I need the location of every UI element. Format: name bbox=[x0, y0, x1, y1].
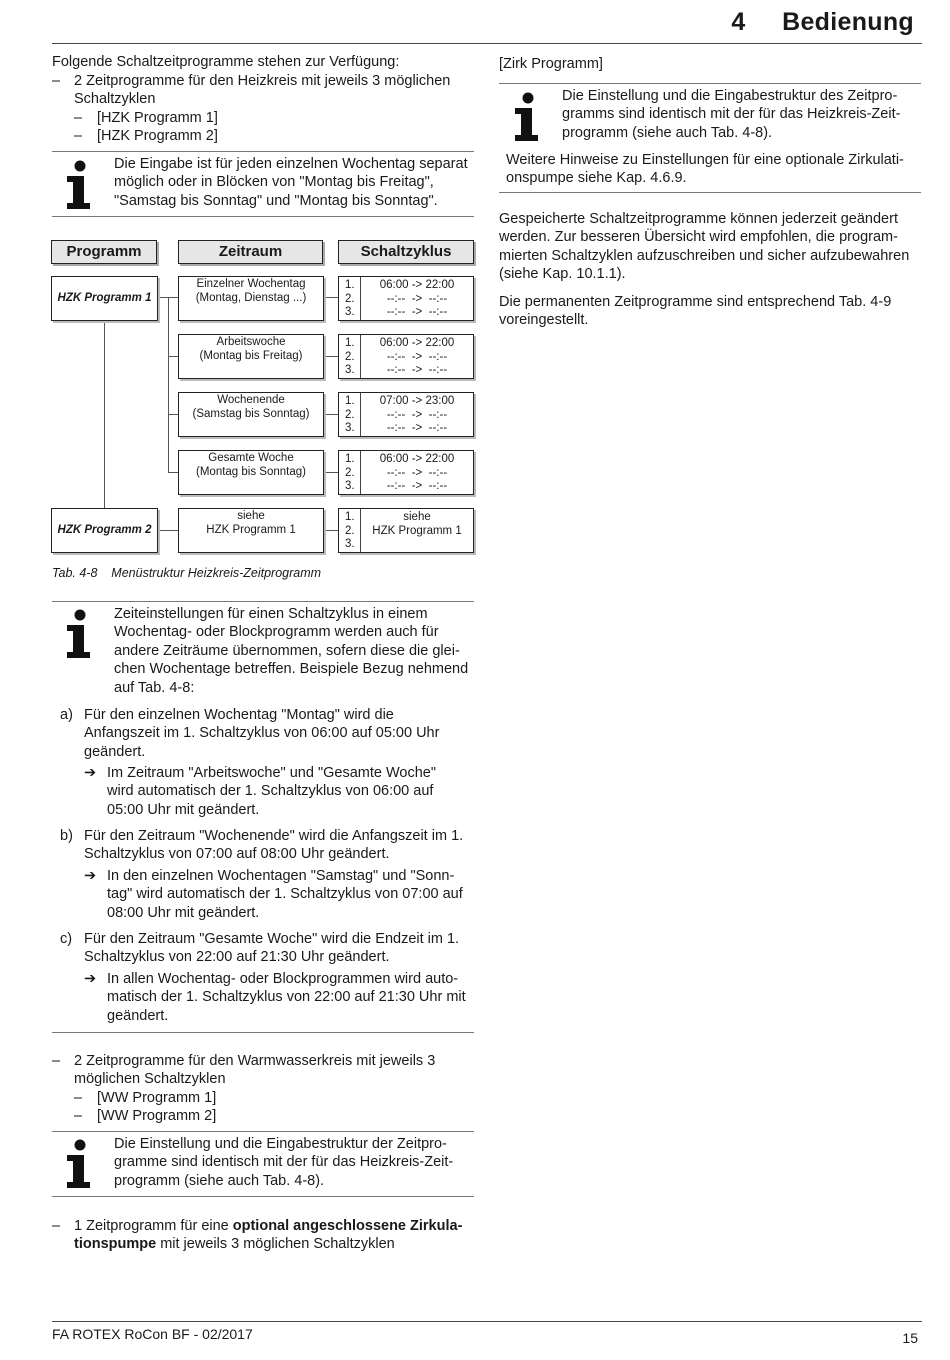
sub-item-hzk2: [HZK Programm 2] bbox=[97, 128, 218, 144]
note-line: Die Eingabe ist für jeden einzelnen Wochentag separat bbox=[114, 156, 468, 172]
example-label: a) bbox=[60, 707, 73, 723]
info-icon bbox=[64, 1139, 94, 1189]
sub-dash: – bbox=[74, 128, 83, 144]
cycle-numbers: 1. 2. 3. bbox=[339, 335, 361, 378]
footer-doc-id: FA ROTEX RoCon BF - 02/2017 bbox=[52, 1326, 253, 1342]
list-dash: – bbox=[52, 73, 61, 89]
cycle-box bbox=[338, 276, 474, 321]
cycle-box bbox=[338, 392, 474, 437]
example-label: c) bbox=[60, 931, 73, 947]
note-line: Zeiteinstellungen für einen Schaltzyklus in einem bbox=[114, 606, 428, 622]
list-dash: – bbox=[52, 1053, 61, 1069]
cycle-box bbox=[338, 508, 474, 553]
cycle-numbers: 1. 2. 3. bbox=[339, 277, 361, 320]
period-label: siehe bbox=[237, 510, 265, 522]
list-dash: – bbox=[52, 1218, 61, 1234]
header-zeitraum: Zeitraum bbox=[178, 240, 323, 264]
note-zirk: Die Einstellung und die Eingabestruktur des Zeitpro- gramms sind identisch mit der für das Heizkreis-Zeit- programm (siehe auch Tab. 4-8). bbox=[562, 88, 901, 141]
connector-line bbox=[324, 297, 338, 298]
note-line: chen Wochentage betreffen. Beispiele Bezug nehmend bbox=[114, 661, 469, 678]
note-line: "Samstag bis Sonntag" und "Montag bis Sonntag". bbox=[114, 192, 438, 209]
result-arrow-icon: ➔ bbox=[84, 765, 97, 781]
note-rule-bottom bbox=[52, 1196, 474, 1197]
info-icon bbox=[512, 92, 542, 142]
result-arrow-icon: ➔ bbox=[84, 868, 97, 884]
list-item-line: Schaltzyklen bbox=[74, 91, 156, 108]
period-sublabel: HZK Programm 1 bbox=[206, 523, 296, 536]
note-line: möglich oder in Blöcken von "Montag bis Freitag", bbox=[114, 174, 434, 191]
period-box bbox=[178, 508, 324, 553]
list-item-zirkulation: 1 Zeitprogramm für eine optional angeschlossene Zirkula- tionspumpe mit jeweils 3 möglichen Schaltzyklen bbox=[74, 1218, 463, 1253]
header-schaltzyklus: Schaltzyklus bbox=[338, 240, 474, 264]
sub-item-hzk1: [HZK Programm 1] bbox=[97, 110, 218, 126]
result-arrow-icon: ➔ bbox=[84, 971, 97, 987]
connector-line bbox=[168, 472, 178, 473]
chapter-title: Bedienung bbox=[782, 8, 914, 36]
period-label: Wochenende bbox=[217, 394, 285, 406]
connector-line bbox=[324, 530, 338, 531]
period-sublabel: (Montag bis Sonntag) bbox=[196, 465, 306, 478]
period-box bbox=[178, 334, 324, 379]
note-zeiteinstellungen bbox=[114, 605, 468, 697]
page-number: 15 bbox=[902, 1330, 918, 1346]
note-line: Wochentag- oder Blockprogramm werden auch für bbox=[114, 624, 439, 641]
connector-line bbox=[168, 356, 178, 357]
example-a-text: Für den einzelnen Wochentag "Montag" wird die Anfangszeit im 1. Schaltzyklus von 06:00 auf 05:00 Uhr geändert. bbox=[84, 707, 440, 760]
sub-dash: – bbox=[74, 1108, 83, 1124]
cycle-numbers: 1. 2. 3. bbox=[339, 451, 361, 494]
connector-line bbox=[324, 414, 338, 415]
list-item-line: 2 Zeitprogramme für den Heizkreis mit jeweils 3 möglichen bbox=[74, 73, 451, 89]
cycle-values: 06:00 -> 22:00 --:-- -> --:-- --:-- -> --:-- bbox=[379, 279, 455, 318]
cycle-values: 07:00 -> 23:00 --:-- -> --:-- --:-- -> --:-- bbox=[379, 395, 455, 434]
period-label: Arbeitswoche bbox=[216, 336, 286, 348]
period-label: Einzelner Wochentag bbox=[196, 278, 306, 290]
example-a-result: Im Zeitraum "Arbeitswoche" und "Gesamte Woche" wird automatisch der 1. Schaltzyklus von 06:00 auf 05:00 Uhr mit geändert. bbox=[107, 765, 436, 818]
note-rule-top bbox=[52, 601, 474, 602]
period-sublabel: (Montag, Dienstag ...) bbox=[195, 291, 307, 304]
connector-line bbox=[324, 356, 338, 357]
example-b-text: Für den Zeitraum "Wochenende" wird die Anfangszeit im 1. Schaltzyklus von 07:00 auf 08:00 Uhr geändert. bbox=[84, 828, 464, 863]
example-c-result: In allen Wochentag- oder Blockprogrammen wird auto- matisch der 1. Schaltzyklus von 22:00 auf 21:30 Uhr mit geändert. bbox=[107, 971, 466, 1024]
period-label: Gesamte Woche bbox=[208, 452, 294, 464]
period-sublabel: (Montag bis Freitag) bbox=[199, 349, 303, 362]
cycle-box bbox=[338, 334, 474, 379]
period-box bbox=[178, 392, 324, 437]
cycle-box bbox=[338, 450, 474, 495]
connector-line bbox=[168, 414, 178, 415]
connector-line bbox=[158, 530, 178, 531]
sub-item-ww2: [WW Programm 2] bbox=[97, 1108, 217, 1124]
program-label: HZK Programm 2 bbox=[57, 524, 152, 536]
connector-line bbox=[324, 472, 338, 473]
sub-dash: – bbox=[74, 110, 83, 126]
program-box-hzk2 bbox=[51, 508, 158, 553]
cycle-values: 06:00 -> 22:00 --:-- -> --:-- --:-- -> --:-- bbox=[379, 453, 455, 492]
header-programm: Programm bbox=[51, 240, 157, 264]
period-sublabel: (Samstag bis Sonntag) bbox=[192, 407, 310, 420]
cycle-numbers: 1. 2. 3. bbox=[339, 393, 361, 436]
period-box bbox=[178, 450, 324, 495]
note-rule-bottom bbox=[499, 192, 921, 193]
cycle-numbers: 1. 2. 3. bbox=[339, 509, 361, 552]
cycle-values: 06:00 -> 22:00 --:-- -> --:-- --:-- -> --:-- bbox=[379, 337, 455, 376]
list-item-warmwasser: 2 Zeitprogramme für den Warmwasserkreis mit jeweils 3 möglichen Schaltzyklen bbox=[74, 1053, 436, 1088]
sub-item-ww1: [WW Programm 1] bbox=[97, 1090, 217, 1106]
note-ww-eingabestruktur: Die Einstellung und die Eingabestruktur der Zeitpro- gramme sind identisch mit der für das Heizkreis-Zeit- programm (siehe auch Tab. 4-8). bbox=[114, 1136, 454, 1189]
chapter-number: 4 bbox=[731, 8, 746, 36]
intro-text: Folgende Schaltzeitprogramme stehen zur Verfügung: bbox=[52, 54, 400, 70]
note-line: auf Tab. 4-8: bbox=[114, 679, 195, 696]
info-icon bbox=[64, 609, 94, 659]
example-label: b) bbox=[60, 828, 73, 844]
footer-rule bbox=[52, 1321, 922, 1322]
sub-dash: – bbox=[74, 1090, 83, 1106]
zirk-program-label: [Zirk Programm] bbox=[499, 56, 603, 72]
cycle-values: siehe HZK Programm 1 bbox=[372, 511, 462, 537]
note-line: andere Zeiträume übernommen, sofern diese die glei- bbox=[114, 642, 460, 659]
paragraph-gespeichert: Gespeicherte Schaltzeitprogramme können jederzeit geändert werden. Zur besseren Übersicht wird empfohlen, die program- mierten Schaltzyklen aufzuschreiben und sicher aufzubewahren (siehe Kap. 10.1.1). bbox=[499, 211, 910, 283]
example-c-text: Für den Zeitraum "Gesamte Woche" wird die Endzeit im 1. Schaltzyklus von 22:00 auf 21:30 Uhr geändert. bbox=[84, 931, 460, 966]
paragraph-permanent: Die permanenten Zeitprogramme sind entsprechend Tab. 4-9 voreingestellt. bbox=[499, 294, 892, 329]
note-zirk-more: Weitere Hinweise zu Einstellungen für eine optionale Zirkulati- onspumpe siehe Kap. 4.6.9. bbox=[506, 152, 904, 187]
note-rule-top bbox=[499, 83, 921, 84]
connector-line bbox=[104, 321, 105, 508]
period-box bbox=[178, 276, 324, 321]
note-rule-top bbox=[52, 1131, 474, 1132]
example-b-result: In den einzelnen Wochentagen "Samstag" und "Sonn- tag" wird automatisch der 1. Schaltzyklus von 07:00 auf 08:00 Uhr mit geändert. bbox=[107, 868, 463, 921]
note-rule-bottom bbox=[52, 1032, 474, 1033]
table-caption: Tab. 4-8 Menüstruktur Heizkreis-Zeitprogramm bbox=[52, 566, 322, 580]
program-label: HZK Programm 1 bbox=[57, 292, 152, 304]
connector-line bbox=[168, 297, 169, 473]
program-box-hzk1 bbox=[51, 276, 158, 321]
